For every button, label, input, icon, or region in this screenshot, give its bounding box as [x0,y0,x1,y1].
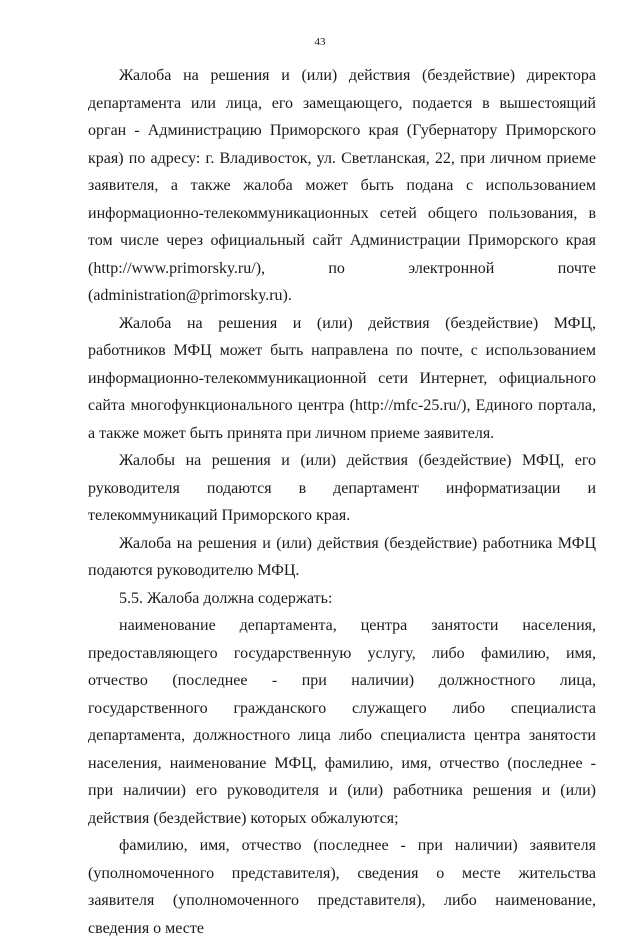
paragraph-complaint-mfc-worker: Жалоба на решения и (или) действия (бездействие) работника МФЦ подаются руководителю МФЦ. [88,534,596,579]
paragraph-complaint-director: Жалоба на решения и (или) действия (бездействие) директора департамента или лица, его замещающего, подается в вышестоящий орган - Администрацию Приморского края (Губернатору Приморского края) по адресу: г. Владивосток, ул. Светланская, 22, при личном приеме заявителя, а также жалоба может быть подана с использованием информационно-телекоммуникационных сетей общего пользования, в том числе через официальный сайт Администрации Приморского края (http://www.primorsky.ru/), по электронной почте (administration@primorsky.ru). [88,67,596,304]
paragraph-complaint-content-name: наименование департамента, центра занятости населения, предоставляющего государственную услугу, либо фамилию, имя, отчество (последнее - при наличии) должностного лица, государственного гражданского служащего либо специалиста департамента, должностного лица либо специалиста центра занятости населения, наименование МФЦ, фамилию, имя, отчество (последнее - при наличии) его руководителя и (или) работника решения и (или) действия (бездействие) которых обжалуются; [88,617,596,827]
document-body [88,62,596,942]
paragraph-section-5-5: 5.5. Жалоба должна содержать: [119,589,333,607]
page-number: 43 [314,36,326,48]
paragraph-complaint-content-applicant: фамилию, имя, отчество (последнее - при наличии) заявителя (уполномоченного представителя), сведения о месте жительства заявителя (уполномоченного представителя), либо наименование, сведения о месте [88,837,596,937]
paragraph-complaint-mfc-head: Жалобы на решения и (или) действия (бездействие) МФЦ, его руководителя подаются в департамент информатизации и телекоммуникаций Приморского края. [88,452,596,524]
paragraph-complaint-mfc-channels: Жалоба на решения и (или) действия (бездействие) МФЦ, работников МФЦ может быть направлена по почте, с использованием информационно-телекоммуникационной сети Интернет, официального сайта многофункционального центра (http://mfc-25.ru/), Единого портала, а также может быть принята при личном приеме заявителя. [88,314,596,442]
